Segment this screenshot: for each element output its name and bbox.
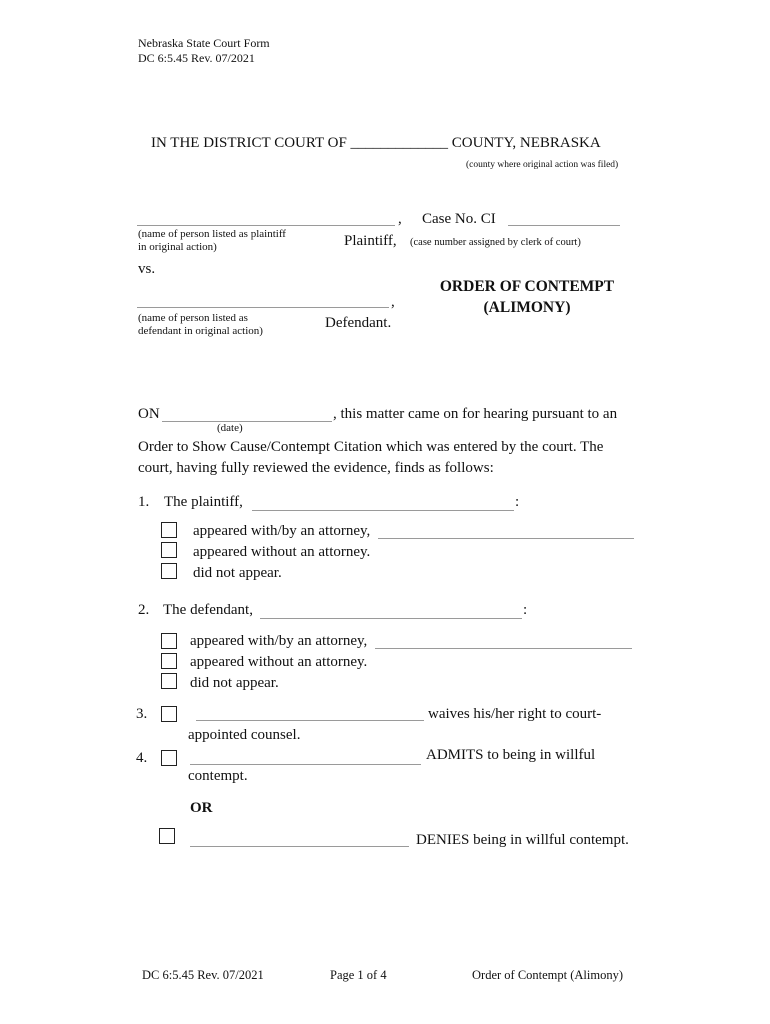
case-no-note: (case number assigned by clerk of court) [410,237,581,248]
defendant-name-field-2[interactable] [260,618,522,619]
intro-line-2: Order to Show Cause/Contempt Citation which was entered by the court. The [138,439,604,455]
defendant-no-attorney-checkbox[interactable] [161,653,177,669]
item-3-text: waives his/her right to court- [428,706,602,722]
item-1-colon: : [515,494,520,510]
item-1-number: 1. [138,494,150,510]
versus: vs. [138,261,156,277]
footer-page-number: Page 1 of 4 [330,968,387,982]
denies-name-field[interactable] [190,846,409,847]
county-blank[interactable]: _____________ [350,135,449,151]
item-3-text-cont: appointed counsel. [188,727,301,743]
item-2-label: The defendant, [163,602,253,618]
plaintiff-comma: , [398,211,402,227]
item-4-number: 4. [136,750,148,766]
document-title: ORDER OF CONTEMPT [439,278,615,295]
plaintiff-note-1: (name of person listed as plaintiff [138,228,286,240]
defendant-option-no-attorney: appeared without an attorney. [190,654,368,670]
intro-line-3: court, having fully reviewed the evidence, finds as follows: [138,460,494,476]
item-2-number: 2. [138,602,150,618]
footer-title: Order of Contempt (Alimony) [472,968,624,982]
item-4-text: ADMITS to being in willful [426,747,596,763]
defendant-label: Defendant. [325,315,392,331]
plaintiff-name-field-2[interactable] [252,510,514,511]
court-heading [151,135,601,152]
defendant-name-field[interactable] [137,307,389,308]
form-name: Nebraska State Court Form [138,36,270,50]
form-revision: DC 6:5.45 Rev. 07/2021 [138,51,255,65]
defendant-attorney-name-field[interactable] [375,648,632,649]
plaintiff-no-appear-checkbox[interactable] [161,563,177,579]
defendant-attorney-checkbox[interactable] [161,633,177,649]
plaintiff-attorney-name-field[interactable] [378,538,634,539]
plaintiff-attorney-checkbox[interactable] [161,522,177,538]
denies-text: DENIES being in willful contempt. [416,832,629,848]
hearing-date-field[interactable] [162,421,332,422]
plaintiff-name-field[interactable] [137,225,395,226]
defendant-note-2: defendant in original action) [138,325,263,337]
item-3-number: 3. [136,706,148,722]
footer-form-id: DC 6:5.45 Rev. 07/2021 [142,968,264,982]
plaintiff-option-attorney: appeared with/by an attorney, [193,523,371,539]
date-note: (date) [217,422,243,434]
defendant-comma: , [391,294,395,310]
county-note: (county where original action was filed) [466,160,619,170]
plaintiff-no-attorney-checkbox[interactable] [161,542,177,558]
document-subtitle: (ALIMONY) [483,299,571,316]
court-suffix: COUNTY, NEBRASKA [451,135,601,151]
defendant-option-no-appear: did not appear. [190,675,279,691]
item-1-label: The plaintiff, [164,494,243,510]
case-number-field[interactable] [508,225,620,226]
plaintiff-option-no-attorney: appeared without an attorney. [193,544,371,560]
court-prefix: IN THE DISTRICT COURT OF [151,135,347,151]
or-label: OR [190,800,213,816]
plaintiff-note-2: in original action) [138,241,217,253]
case-no-label: Case No. CI [422,211,496,227]
denies-checkbox[interactable] [159,828,175,844]
item-4-text-cont: contempt. [188,768,248,784]
defendant-note-1: (name of person listed as [138,312,248,324]
on-label: ON [138,406,160,422]
defendant-no-appear-checkbox[interactable] [161,673,177,689]
item-2-colon: : [523,602,528,618]
intro-line-1: , this matter came on for hearing pursuant to an [333,406,618,422]
plaintiff-option-no-appear: did not appear. [193,565,282,581]
admits-name-field[interactable] [190,764,421,765]
waiver-name-field[interactable] [196,720,424,721]
defendant-option-attorney: appeared with/by an attorney, [190,633,368,649]
plaintiff-label: Plaintiff, [344,233,397,249]
admits-checkbox[interactable] [161,750,177,766]
waiver-checkbox[interactable] [161,706,177,722]
